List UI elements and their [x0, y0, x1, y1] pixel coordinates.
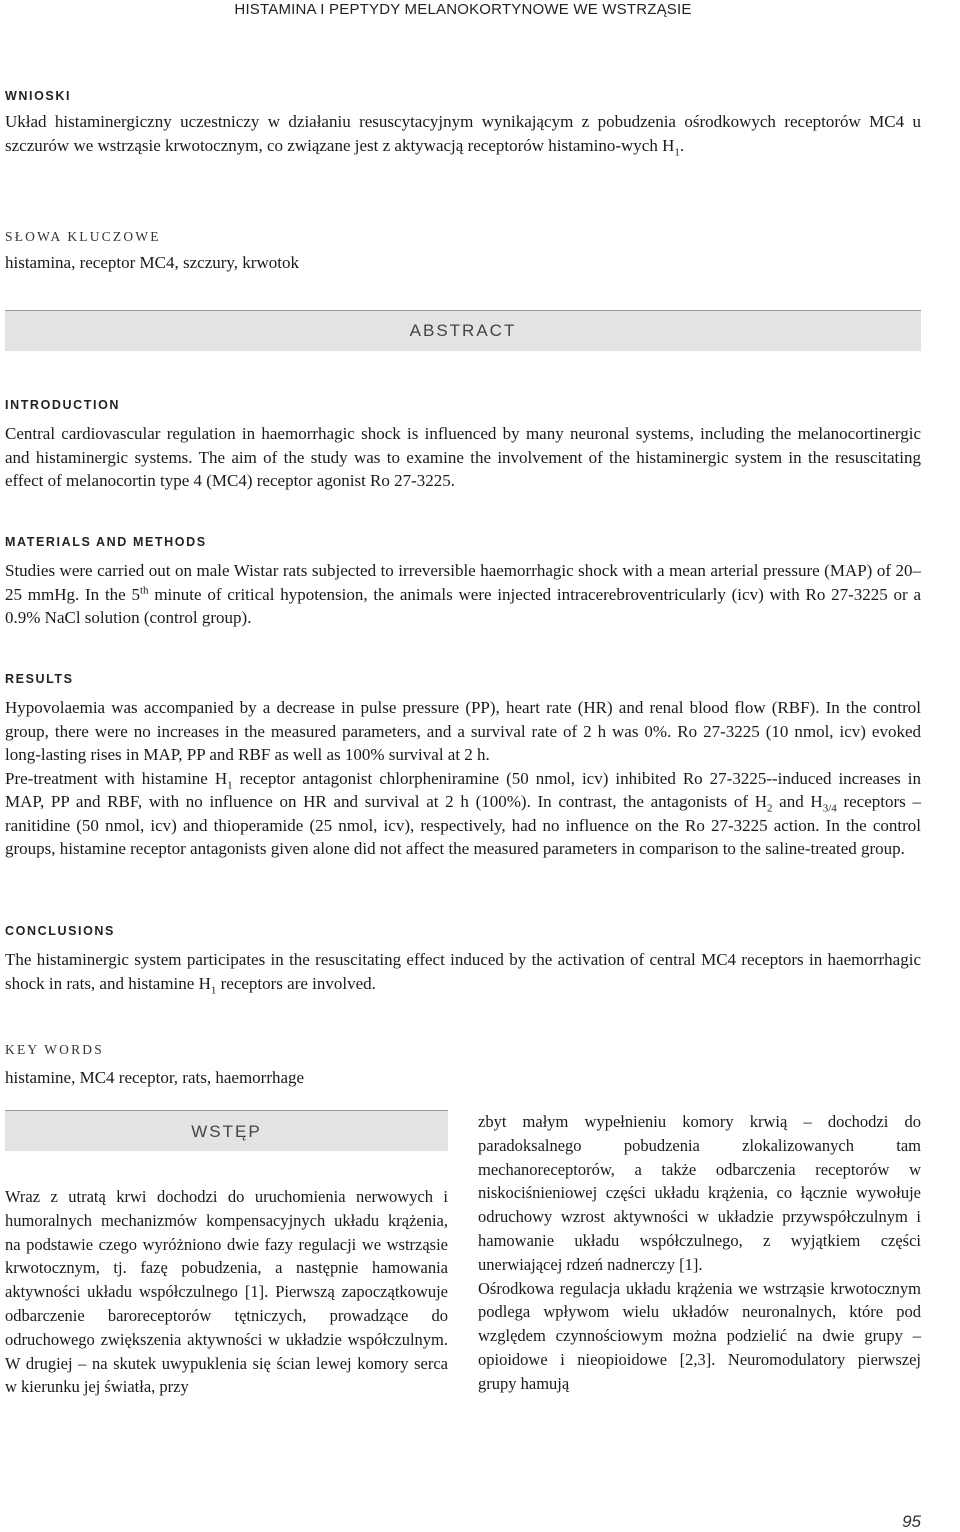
slowa-text: histamina, receptor MC4, szczury, krwotok: [5, 253, 299, 272]
conclusions-text: [5, 948, 921, 995]
methods-text: [5, 559, 921, 630]
conclusions-heading: CONCLUSIONS: [5, 924, 115, 938]
left-column-text: Wraz z utratą krwi dochodzi do uruchomienia nerwowych i humoralnych mechanizmów kompensacyjnych układu krążenia, na podstawie czego wyróżniono dwie fazy regulacji we wstrząsie krwotocznym, tj. fazę pobudzenia, a następnie hamowania aktywności układu współczulnego [1]. Pierwszą zapoczątkowuje odbarczenie baroreceptorów tętniczych, prowadzące do odruchowego zwiększenia aktywności w układzie współczulnym. W drugiej – na skutek uwypuklenia się ścian lewej komory serca w kierunku jej światła, przy: [5, 1187, 448, 1397]
section-wnioski: [5, 88, 921, 157]
conclusions-sub: 1: [210, 983, 217, 996]
methods-text-b: minute of critical hypotension, the animals were injected intracerebroventricularly (icv) with Ro 27-3225 or a 0.9% NaCl solution (control group).: [5, 584, 922, 627]
section-introduction: [5, 397, 921, 493]
methods-sup: th: [140, 583, 149, 596]
section-results: [5, 671, 921, 861]
wnioski-heading: WNIOSKI: [5, 89, 72, 103]
results-p2-a: Pre-treatment with histamine H: [5, 768, 228, 788]
conclusions-text-a: The histaminergic system participates in the resuscitating effect induced by the activation of central MC4 receptors in haemorrhagic shock in rats, and histamine H: [5, 950, 921, 993]
conclusions-text-b: receptors are involved.: [216, 973, 376, 993]
results-p2-d: receptors – ranitidine (50 nmol, icv) and thioperamide (25 nmol, icv), respectively, had no influence on the Ro 27-3225 action. In the control groups, histamine receptor antagonists given alone did not affect the measured parameters in comparison to the saline-treated group.: [5, 792, 921, 858]
wnioski-text: [5, 110, 921, 157]
body-columns: [5, 1110, 921, 1430]
results-p2: [5, 767, 921, 861]
section-slowa-kluczowe: [5, 229, 921, 275]
results-p2-sub1: 1: [227, 778, 233, 791]
page: [5, 0, 921, 1531]
right-column-p2: Ośrodkowa regulacja układu krążenia we wstrząsie krwotocznym podlega wpływom wielu układów neuronalnych, które pod względem czynnościowym można podzielić na dwie grupy – opioidowe i nieopioidowe [2,3]. Neuromodulatory pierwszej grupy hamują: [478, 1278, 921, 1393]
keywords-heading: KEY WORDS: [5, 1042, 104, 1057]
results-p2-sub3: 3/4: [822, 802, 837, 815]
abstract-bar: ABSTRACT: [5, 310, 921, 351]
introduction-heading: INTRODUCTION: [5, 398, 121, 412]
wnioski-sub: 1: [674, 145, 680, 158]
right-column-p1: zbyt małym wypełnieniu komory krwią – dochodzi do paradoksalnego pobudzenia zlokalizowanych tam mechanoreceptorów, a także odbarczenia receptorów w niskociśnieniowej części układu krążenia, co łącznie wywołuje odruchowy wzrost aktywności w układzie przywspółczulnym i hamowanie układu współczulnego, z wyjątkiem części unerwiającej rdzeń nadnerczy [1].: [478, 1112, 921, 1274]
results-p2-sub2: 2: [766, 802, 773, 815]
section-methods: [5, 534, 921, 630]
wnioski-text-b: .: [679, 135, 685, 155]
running-header: HISTAMINA I PEPTYDY MELANOKORTYNOWE WE WSTRZĄSIE: [234, 1, 692, 18]
section-keywords: [5, 1042, 921, 1090]
results-heading: RESULTS: [5, 672, 74, 686]
results-p2-c: and H: [772, 792, 823, 811]
results-p1: Hypovolaemia was accompanied by a decrease in pulse pressure (PP), heart rate (HR) and renal blood flow (RBF). In the control group, there were no increases in the measured parameters, and a survival rate of 2 h was 0%. Ro 27-3225 (10 nmol, icv) evoked long-lasting rises in MAP, PP and RBF as well as 100% survival at 2 h.: [5, 698, 921, 764]
wstep-bar: WSTĘP: [5, 1110, 448, 1151]
slowa-heading: SŁOWA KLUCZOWE: [5, 229, 161, 244]
page-number: 95: [902, 1512, 921, 1531]
methods-heading: MATERIALS AND METHODS: [5, 535, 207, 549]
introduction-text: Central cardiovascular regulation in haemorrhagic shock is influenced by many neuronal systems, including the melanocortinergic and histaminergic systems. The aim of the study was to examine the involvement of the histaminergic system in the resuscitating effect of melanocortin type 4 (MC4) receptor agonist Ro 27-3225.: [5, 424, 921, 490]
right-column: [478, 1110, 921, 1396]
keywords-text: histamine, MC4 receptor, rats, haemorrhage: [5, 1068, 305, 1087]
left-column: [5, 1110, 448, 1399]
section-conclusions: [5, 923, 921, 995]
methods-text-a: Studies were carried out on male Wistar rats subjected to irreversible haemorrhagic shock with a mean arterial pressure (MAP) of 20–25 mmHg. In the 5: [5, 561, 921, 604]
results-p2-b: receptor antagonist chlorpheniramine (50 nmol, icv) inhibited Ro 27-3225--induced increases in MAP, PP and RBF, with no influence on HR and survival at 2 h (100%). In contrast, the antagonists of H: [5, 768, 921, 811]
wnioski-text-a: Układ histaminergiczny uczestniczy w działaniu resuscytacyjnym wynikającym z pobudzenia ośrodkowych receptorów MC4 u szczurów we wstrząsie krwotocznym, co związane jest z aktywacją receptorów histamino-wych H: [5, 112, 921, 155]
